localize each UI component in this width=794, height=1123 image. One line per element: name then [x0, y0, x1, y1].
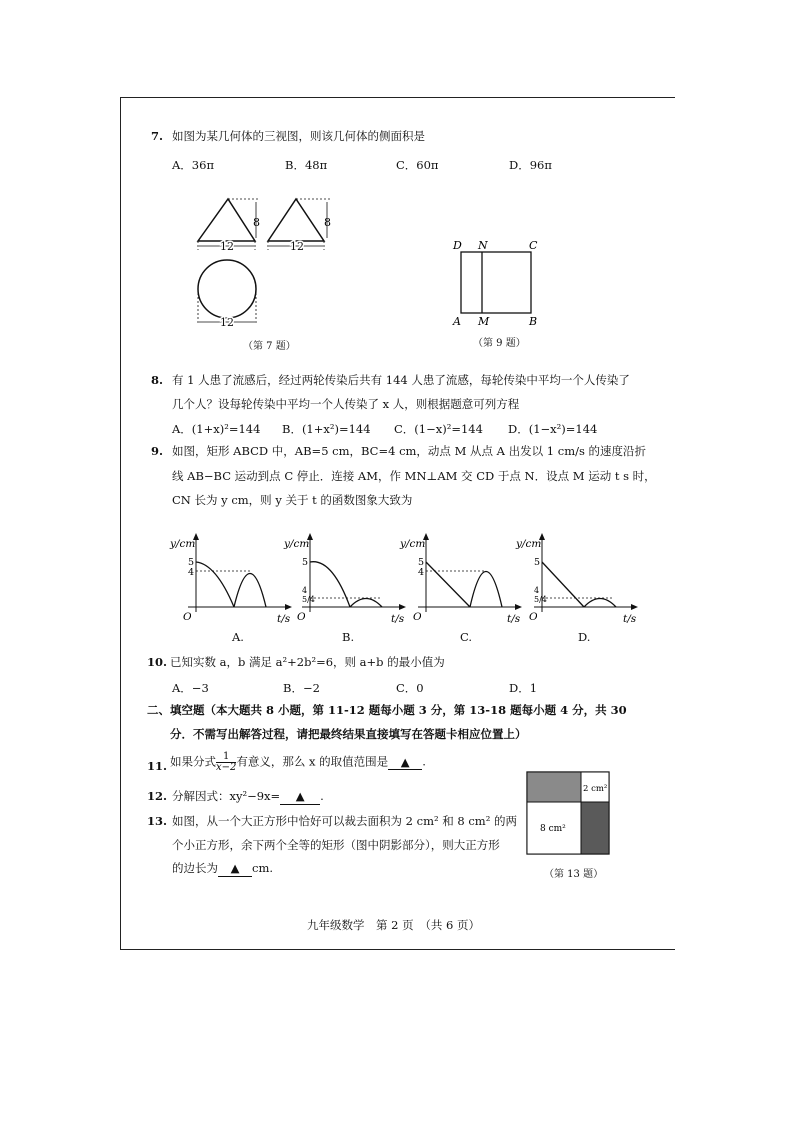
svg-text:y/cm: y/cm [516, 538, 542, 550]
q9-number: 9. [151, 444, 164, 458]
svg-text:y/cm: y/cm [400, 538, 426, 550]
q10-stem: 已知实数 a，b 满足 a²+2b²=6，则 a+b 的最小值为 [170, 655, 445, 669]
q13-answer-blank: ▲ [218, 862, 252, 877]
q7-side-height: 8 [324, 216, 331, 229]
q11-number: 11. [147, 759, 168, 773]
svg-text:t/s: t/s [277, 613, 291, 625]
q7-front-height: 8 [253, 216, 260, 229]
shaded-rectangle-right [581, 802, 609, 854]
page-footer: 九年级数学 第 2 页 （共 6 页） [307, 918, 481, 932]
point-m: M [478, 315, 490, 328]
q7-figure-caption: （第 7 题） [243, 341, 296, 352]
q9-line3: CN 长为 y cm，则 y 关于 t 的函数图象大致为 [172, 493, 413, 507]
svg-text:O: O [183, 611, 192, 623]
q10-option-a: A．−3 [172, 681, 209, 695]
q7-stem: 如图为某几何体的三视图，则该几何体的侧面积是 [172, 129, 425, 143]
svg-text:5/4: 5/4 [534, 595, 547, 604]
svg-text:t/s: t/s [507, 613, 521, 625]
svg-text:4: 4 [188, 567, 195, 578]
svg-text:4: 4 [302, 586, 308, 595]
svg-text:O: O [413, 611, 422, 623]
q7-option-a: A．36π [172, 158, 214, 172]
q9-graph-d [514, 530, 644, 625]
top-view-circle [198, 260, 256, 318]
q12-number: 12. [147, 789, 168, 803]
svg-text:5: 5 [418, 557, 425, 568]
q10-option-d: D．1 [509, 681, 538, 695]
point-n: N [478, 239, 488, 252]
q10-number: 10. [147, 655, 168, 669]
q8-line1: 有 1 人患了流感后，经过两轮传染后共有 144 人患了流感，每轮传染中平均一个人传染了 [172, 373, 630, 387]
svg-text:4: 4 [534, 586, 540, 595]
q12-text: 分解因式：xy²−9x= ▲ . [172, 789, 324, 803]
q9-line1: 如图，矩形 ABCD 中，AB=5 cm，BC=4 cm，动点 M 从点 A 出发以 1 cm/s 的速度沿折 [172, 444, 647, 458]
q13-line3: 的边长为 ▲ cm. [172, 861, 274, 875]
q10-option-c: C．0 [396, 681, 424, 695]
svg-text:O: O [297, 611, 306, 623]
section2-heading-line1: 二、填空题（本大题共 8 小题，第 11-12 题每小题 3 分，第 13-18 题每小题 4 分，共 30 [147, 703, 627, 717]
svg-text:4: 4 [418, 567, 425, 578]
q9-graph-c-label: C. [460, 630, 473, 644]
q7-side-width: 12 [290, 240, 304, 253]
q13-number: 13. [147, 814, 168, 828]
q12-answer-blank: ▲ [280, 790, 320, 805]
small-square-label: 2 cm² [583, 784, 608, 794]
q9-line2: 线 AB−BC 运动到点 C 停止．连接 AM，作 MN⊥AM 交 CD 于点 N．设点 M 运动 t s 时， [172, 469, 656, 483]
q9-graph-a-label: A. [232, 630, 244, 644]
svg-text:t/s: t/s [391, 613, 405, 625]
svg-text:5/4: 5/4 [302, 595, 315, 604]
svg-text:y/cm: y/cm [170, 538, 196, 550]
q7-front-width: 12 [220, 240, 234, 253]
q13-line2: 个小正方形，余下两个全等的矩形（图中阴影部分），则大正方形 [172, 838, 500, 852]
point-d: D [453, 239, 462, 252]
q11-text: 如果分式 $\frac{1}{x-2}$ 有意义，那么 x 的取值范围是 ▲ . [170, 751, 426, 773]
front-view-triangle [198, 199, 255, 241]
svg-text:y/cm: y/cm [284, 538, 310, 550]
q9-graph-a [168, 530, 298, 625]
q9-graph-d-label: D. [578, 630, 591, 644]
q8-option-a: A．(1+x)²=144 [172, 422, 261, 436]
svg-text:5: 5 [188, 557, 195, 568]
point-a: A [453, 315, 461, 328]
q9-rectangle-figure [448, 236, 548, 331]
q9-graph-b [282, 530, 412, 625]
section2-heading-line2: 分．不需写出解答过程，请把最终结果直接填写在答题卡相应位置上） [170, 727, 527, 741]
q7-option-b: B．48π [285, 158, 328, 172]
point-c: C [529, 239, 538, 252]
point-b: B [529, 315, 538, 328]
large-square-label: 8 cm² [540, 824, 566, 834]
q13-figure-caption: （第 13 题） [544, 869, 604, 880]
q7-number: 7. [151, 129, 164, 143]
q9-figure-caption: （第 9 题） [473, 338, 526, 349]
q13-line1: 如图，从一个大正方形中恰好可以裁去面积为 2 cm² 和 8 cm² 的两 [172, 814, 517, 828]
q9-graph-c [398, 530, 528, 625]
q7-three-view-figure [190, 190, 350, 340]
q8-line2: 几个人？设每轮传染中平均一个人传染了 x 人，则根据题意可列方程 [172, 397, 520, 411]
q13-square-figure [526, 770, 616, 865]
q8-option-b: B．(1+x²)=144 [282, 422, 371, 436]
q9-graph-b-label: B. [342, 630, 355, 644]
shaded-rectangle-top [527, 772, 581, 802]
q8-number: 8. [151, 373, 164, 387]
svg-text:O: O [529, 611, 538, 623]
q10-option-b: B．−2 [283, 681, 320, 695]
q7-option-d: D．96π [509, 158, 552, 172]
q11-fraction: $\frac{1}{x-2}$ [216, 751, 237, 773]
svg-text:t/s: t/s [623, 613, 637, 625]
side-view-triangle [268, 199, 324, 241]
svg-text:5: 5 [534, 557, 541, 568]
q11-answer-blank: ▲ [388, 756, 422, 771]
q7-top-width: 12 [220, 316, 234, 329]
q8-option-d: D．(1−x²)=144 [508, 422, 598, 436]
q8-option-c: C．(1−x)²=144 [394, 422, 483, 436]
q7-option-c: C．60π [396, 158, 439, 172]
svg-text:5: 5 [302, 557, 309, 568]
